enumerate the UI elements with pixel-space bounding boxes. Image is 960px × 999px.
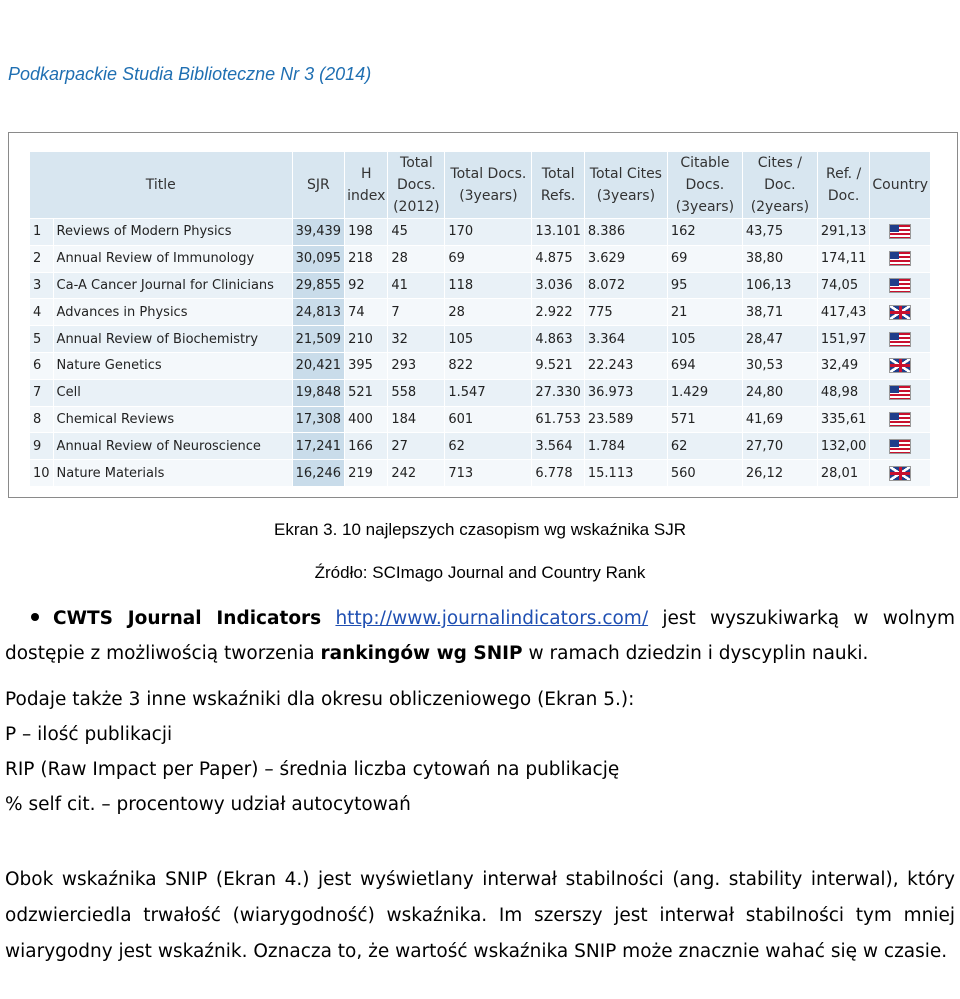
- cell-refs: 3.564: [532, 433, 584, 459]
- cell-refs: 4.863: [532, 326, 584, 352]
- col-title[interactable]: Title: [30, 152, 292, 218]
- col-total-cites-3y[interactable]: Total Cites (3years): [585, 152, 667, 218]
- cell-cites-3y: 3.364: [585, 326, 667, 352]
- table-row: [30, 353, 930, 379]
- cell-title[interactable]: Advances in Physics: [54, 299, 292, 325]
- cell-title[interactable]: Nature Materials: [54, 460, 292, 486]
- table-row: [30, 460, 930, 486]
- cell-cites-doc: 38,80: [743, 246, 817, 272]
- cell-country: [870, 433, 930, 459]
- cell-cites-doc: 27,70: [743, 433, 817, 459]
- cell-docs-2012: 27: [388, 433, 444, 459]
- figure-source: Źródło: SCImago Journal and Country Rank: [314, 563, 646, 582]
- self-cit-line: % self cit. – procentowy udział autocytowań: [5, 794, 411, 815]
- cell-h-index: 400: [345, 407, 387, 433]
- cell-citable: 560: [668, 460, 742, 486]
- cell-sjr: 21,509: [293, 326, 345, 352]
- table-row: [30, 326, 930, 352]
- cell-refs: 3.036: [532, 273, 584, 299]
- cell-cites-doc: 26,12: [743, 460, 817, 486]
- cell-cites-doc: 38,71: [743, 299, 817, 325]
- cell-cites-3y: 8.386: [585, 219, 667, 245]
- cell-h-index: 219: [345, 460, 387, 486]
- cell-title[interactable]: Ca-A Cancer Journal for Clinicians: [54, 273, 292, 299]
- cell-rank: 1: [30, 219, 53, 245]
- cell-title[interactable]: Annual Review of Biochemistry: [54, 326, 292, 352]
- cell-h-index: 210: [345, 326, 387, 352]
- cell-h-index: 92: [345, 273, 387, 299]
- cwts-name: CWTS Journal Indicators: [53, 608, 322, 629]
- cell-country: [870, 460, 930, 486]
- cell-docs-2012: 28: [388, 246, 444, 272]
- bullet-text-1: jest wyszukiwarką w wolnym dostępie z możliwością tworzenia: [5, 608, 956, 664]
- col-ref-per-doc[interactable]: Ref. / Doc.: [818, 152, 870, 218]
- col-total-refs[interactable]: Total Refs.: [532, 152, 584, 218]
- cell-rank: 9: [30, 433, 53, 459]
- stability-paragraph: Obok wskaźnika SNIP (Ekran 4.) jest wyświetlany interwał stabilności (ang. stability interwal), który odzwierciedla trwałość (wiarygodność) wskaźnika. Im szerszy jest interwał stabilności tym mniej wiarygodny jest wskaźnik. Oznacza to, że wartość wskaźnika SNIP może znacznie wahać się w czasie.: [5, 869, 955, 962]
- cell-ref-doc: 28,01: [818, 460, 870, 486]
- uk-flag-icon: [889, 358, 911, 373]
- cell-sjr: 19,848: [293, 380, 345, 406]
- cell-refs: 6.778: [532, 460, 584, 486]
- cell-cites-3y: 22.243: [585, 353, 667, 379]
- cell-title[interactable]: Nature Genetics: [54, 353, 292, 379]
- cell-sjr: 24,813: [293, 299, 345, 325]
- cell-docs-2012: 242: [388, 460, 444, 486]
- cell-citable: 1.429: [668, 380, 742, 406]
- cell-sjr: 39,439: [293, 219, 345, 245]
- cell-rank: 8: [30, 407, 53, 433]
- cell-citable: 105: [668, 326, 742, 352]
- table-row: [30, 433, 930, 459]
- cell-ref-doc: 291,13: [818, 219, 870, 245]
- table-row: [30, 246, 930, 272]
- table-row: [30, 380, 930, 406]
- cell-docs-2012: 41: [388, 273, 444, 299]
- cell-rank: 4: [30, 299, 53, 325]
- cell-sjr: 20,421: [293, 353, 345, 379]
- cell-citable: 69: [668, 246, 742, 272]
- cell-rank: 10: [30, 460, 53, 486]
- col-citable-docs[interactable]: Citable Docs. (3years): [668, 152, 742, 218]
- cell-cites-3y: 1.784: [585, 433, 667, 459]
- cwts-link[interactable]: http://www.journalindicators.com/: [335, 608, 649, 629]
- cell-h-index: 218: [345, 246, 387, 272]
- cell-docs-3y: 118: [445, 273, 531, 299]
- cell-country: [870, 380, 930, 406]
- cell-cites-3y: 3.629: [585, 246, 667, 272]
- cell-country: [870, 353, 930, 379]
- cell-docs-3y: 1.547: [445, 380, 531, 406]
- cell-refs: 61.753: [532, 407, 584, 433]
- p-line: P – ilość publikacji: [5, 724, 173, 745]
- cell-ref-doc: 335,61: [818, 407, 870, 433]
- sjr-table: [29, 151, 931, 487]
- cell-docs-3y: 28: [445, 299, 531, 325]
- table-row: [30, 299, 930, 325]
- table-row: [30, 273, 930, 299]
- bullet-text-2: w ramach dziedzin i dyscyplin nauki.: [522, 643, 869, 664]
- cell-docs-3y: 822: [445, 353, 531, 379]
- cell-ref-doc: 151,97: [818, 326, 870, 352]
- col-total-docs-3y[interactable]: Total Docs. (3years): [445, 152, 531, 218]
- cell-h-index: 166: [345, 433, 387, 459]
- figure-caption: Ekran 3. 10 najlepszych czasopism wg wskaźnika SJR: [274, 520, 686, 539]
- col-sjr[interactable]: SJR: [293, 152, 345, 218]
- cell-title[interactable]: Annual Review of Neuroscience: [54, 433, 292, 459]
- cell-cites-doc: 30,53: [743, 353, 817, 379]
- cell-cites-doc: 106,13: [743, 273, 817, 299]
- cell-docs-3y: 601: [445, 407, 531, 433]
- cell-refs: 13.101: [532, 219, 584, 245]
- cell-h-index: 521: [345, 380, 387, 406]
- cell-docs-2012: 7: [388, 299, 444, 325]
- cell-title[interactable]: Chemical Reviews: [54, 407, 292, 433]
- cell-citable: 571: [668, 407, 742, 433]
- cell-country: [870, 407, 930, 433]
- cell-docs-3y: 105: [445, 326, 531, 352]
- cell-cites-3y: 23.589: [585, 407, 667, 433]
- cell-refs: 9.521: [532, 353, 584, 379]
- cell-ref-doc: 174,11: [818, 246, 870, 272]
- cell-h-index: 198: [345, 219, 387, 245]
- cell-cites-3y: 36.973: [585, 380, 667, 406]
- cell-title[interactable]: Reviews of Modern Physics: [54, 219, 292, 245]
- cell-sjr: 30,095: [293, 246, 345, 272]
- uk-flag-icon: [889, 305, 911, 320]
- journal-header: Podkarpackie Studia Biblioteczne Nr 3 (2014): [8, 64, 372, 84]
- cell-docs-2012: 293: [388, 353, 444, 379]
- cell-country: [870, 219, 930, 245]
- cell-ref-doc: 48,98: [818, 380, 870, 406]
- sjr-screenshot: [8, 132, 958, 498]
- cell-ref-doc: 32,49: [818, 353, 870, 379]
- cell-rank: 2: [30, 246, 53, 272]
- cell-cites-3y: 8.072: [585, 273, 667, 299]
- cell-refs: 4.875: [532, 246, 584, 272]
- cell-ref-doc: 74,05: [818, 273, 870, 299]
- cell-country: [870, 246, 930, 272]
- cell-sjr: 29,855: [293, 273, 345, 299]
- rip-line: RIP (Raw Impact per Paper) – średnia liczba cytowań na publikację: [5, 759, 620, 780]
- col-cites-per-doc[interactable]: Cites / Doc. (2years): [743, 152, 817, 218]
- cell-citable: 21: [668, 299, 742, 325]
- table-body: [30, 219, 930, 486]
- uk-flag-icon: [889, 466, 911, 481]
- cell-cites-3y: 775: [585, 299, 667, 325]
- cell-sjr: 17,308: [293, 407, 345, 433]
- cell-citable: 95: [668, 273, 742, 299]
- cell-sjr: 16,246: [293, 460, 345, 486]
- cell-cites-doc: 28,47: [743, 326, 817, 352]
- cell-refs: 2.922: [532, 299, 584, 325]
- col-country[interactable]: Country: [870, 152, 930, 218]
- cell-cites-doc: 41,69: [743, 407, 817, 433]
- cell-h-index: 395: [345, 353, 387, 379]
- us-flag-icon: [889, 251, 911, 266]
- cell-docs-2012: 45: [388, 219, 444, 245]
- cell-rank: 7: [30, 380, 53, 406]
- cell-cites-doc: 43,75: [743, 219, 817, 245]
- cell-refs: 27.330: [532, 380, 584, 406]
- cell-h-index: 74: [345, 299, 387, 325]
- us-flag-icon: [889, 332, 911, 347]
- cell-rank: 3: [30, 273, 53, 299]
- cell-citable: 62: [668, 433, 742, 459]
- intro-line: Podaje także 3 inne wskaźniki dla okresu obliczeniowego (Ekran 5.):: [5, 689, 635, 710]
- cell-citable: 162: [668, 219, 742, 245]
- cell-country: [870, 273, 930, 299]
- table-row: [30, 407, 930, 433]
- cell-title[interactable]: Cell: [54, 380, 292, 406]
- table-row: [30, 219, 930, 245]
- us-flag-icon: [889, 224, 911, 239]
- cell-citable: 694: [668, 353, 742, 379]
- cell-docs-2012: 32: [388, 326, 444, 352]
- cell-cites-3y: 15.113: [585, 460, 667, 486]
- bullet-bold: rankingów wg SNIP: [320, 643, 523, 664]
- us-flag-icon: [889, 412, 911, 427]
- cell-ref-doc: 417,43: [818, 299, 870, 325]
- col-total-docs-2012[interactable]: Total Docs. (2012): [388, 152, 444, 218]
- cell-docs-3y: 69: [445, 246, 531, 272]
- cell-ref-doc: 132,00: [818, 433, 870, 459]
- bullet-paragraph: [5, 601, 955, 671]
- cell-sjr: 17,241: [293, 433, 345, 459]
- us-flag-icon: [889, 385, 911, 400]
- cell-docs-3y: 713: [445, 460, 531, 486]
- cell-docs-2012: 558: [388, 380, 444, 406]
- cell-docs-3y: 62: [445, 433, 531, 459]
- indicator-list: [5, 682, 955, 822]
- cell-rank: 5: [30, 326, 53, 352]
- cell-country: [870, 326, 930, 352]
- cell-docs-3y: 170: [445, 219, 531, 245]
- cell-title[interactable]: Annual Review of Immunology: [54, 246, 292, 272]
- cell-cites-doc: 24,80: [743, 380, 817, 406]
- us-flag-icon: [889, 439, 911, 454]
- cell-country: [870, 299, 930, 325]
- us-flag-icon: [889, 278, 911, 293]
- cell-docs-2012: 184: [388, 407, 444, 433]
- bullet-icon: [31, 613, 39, 621]
- col-h-index[interactable]: H index: [345, 152, 387, 218]
- cell-rank: 6: [30, 353, 53, 379]
- table-header-row: [30, 152, 930, 218]
